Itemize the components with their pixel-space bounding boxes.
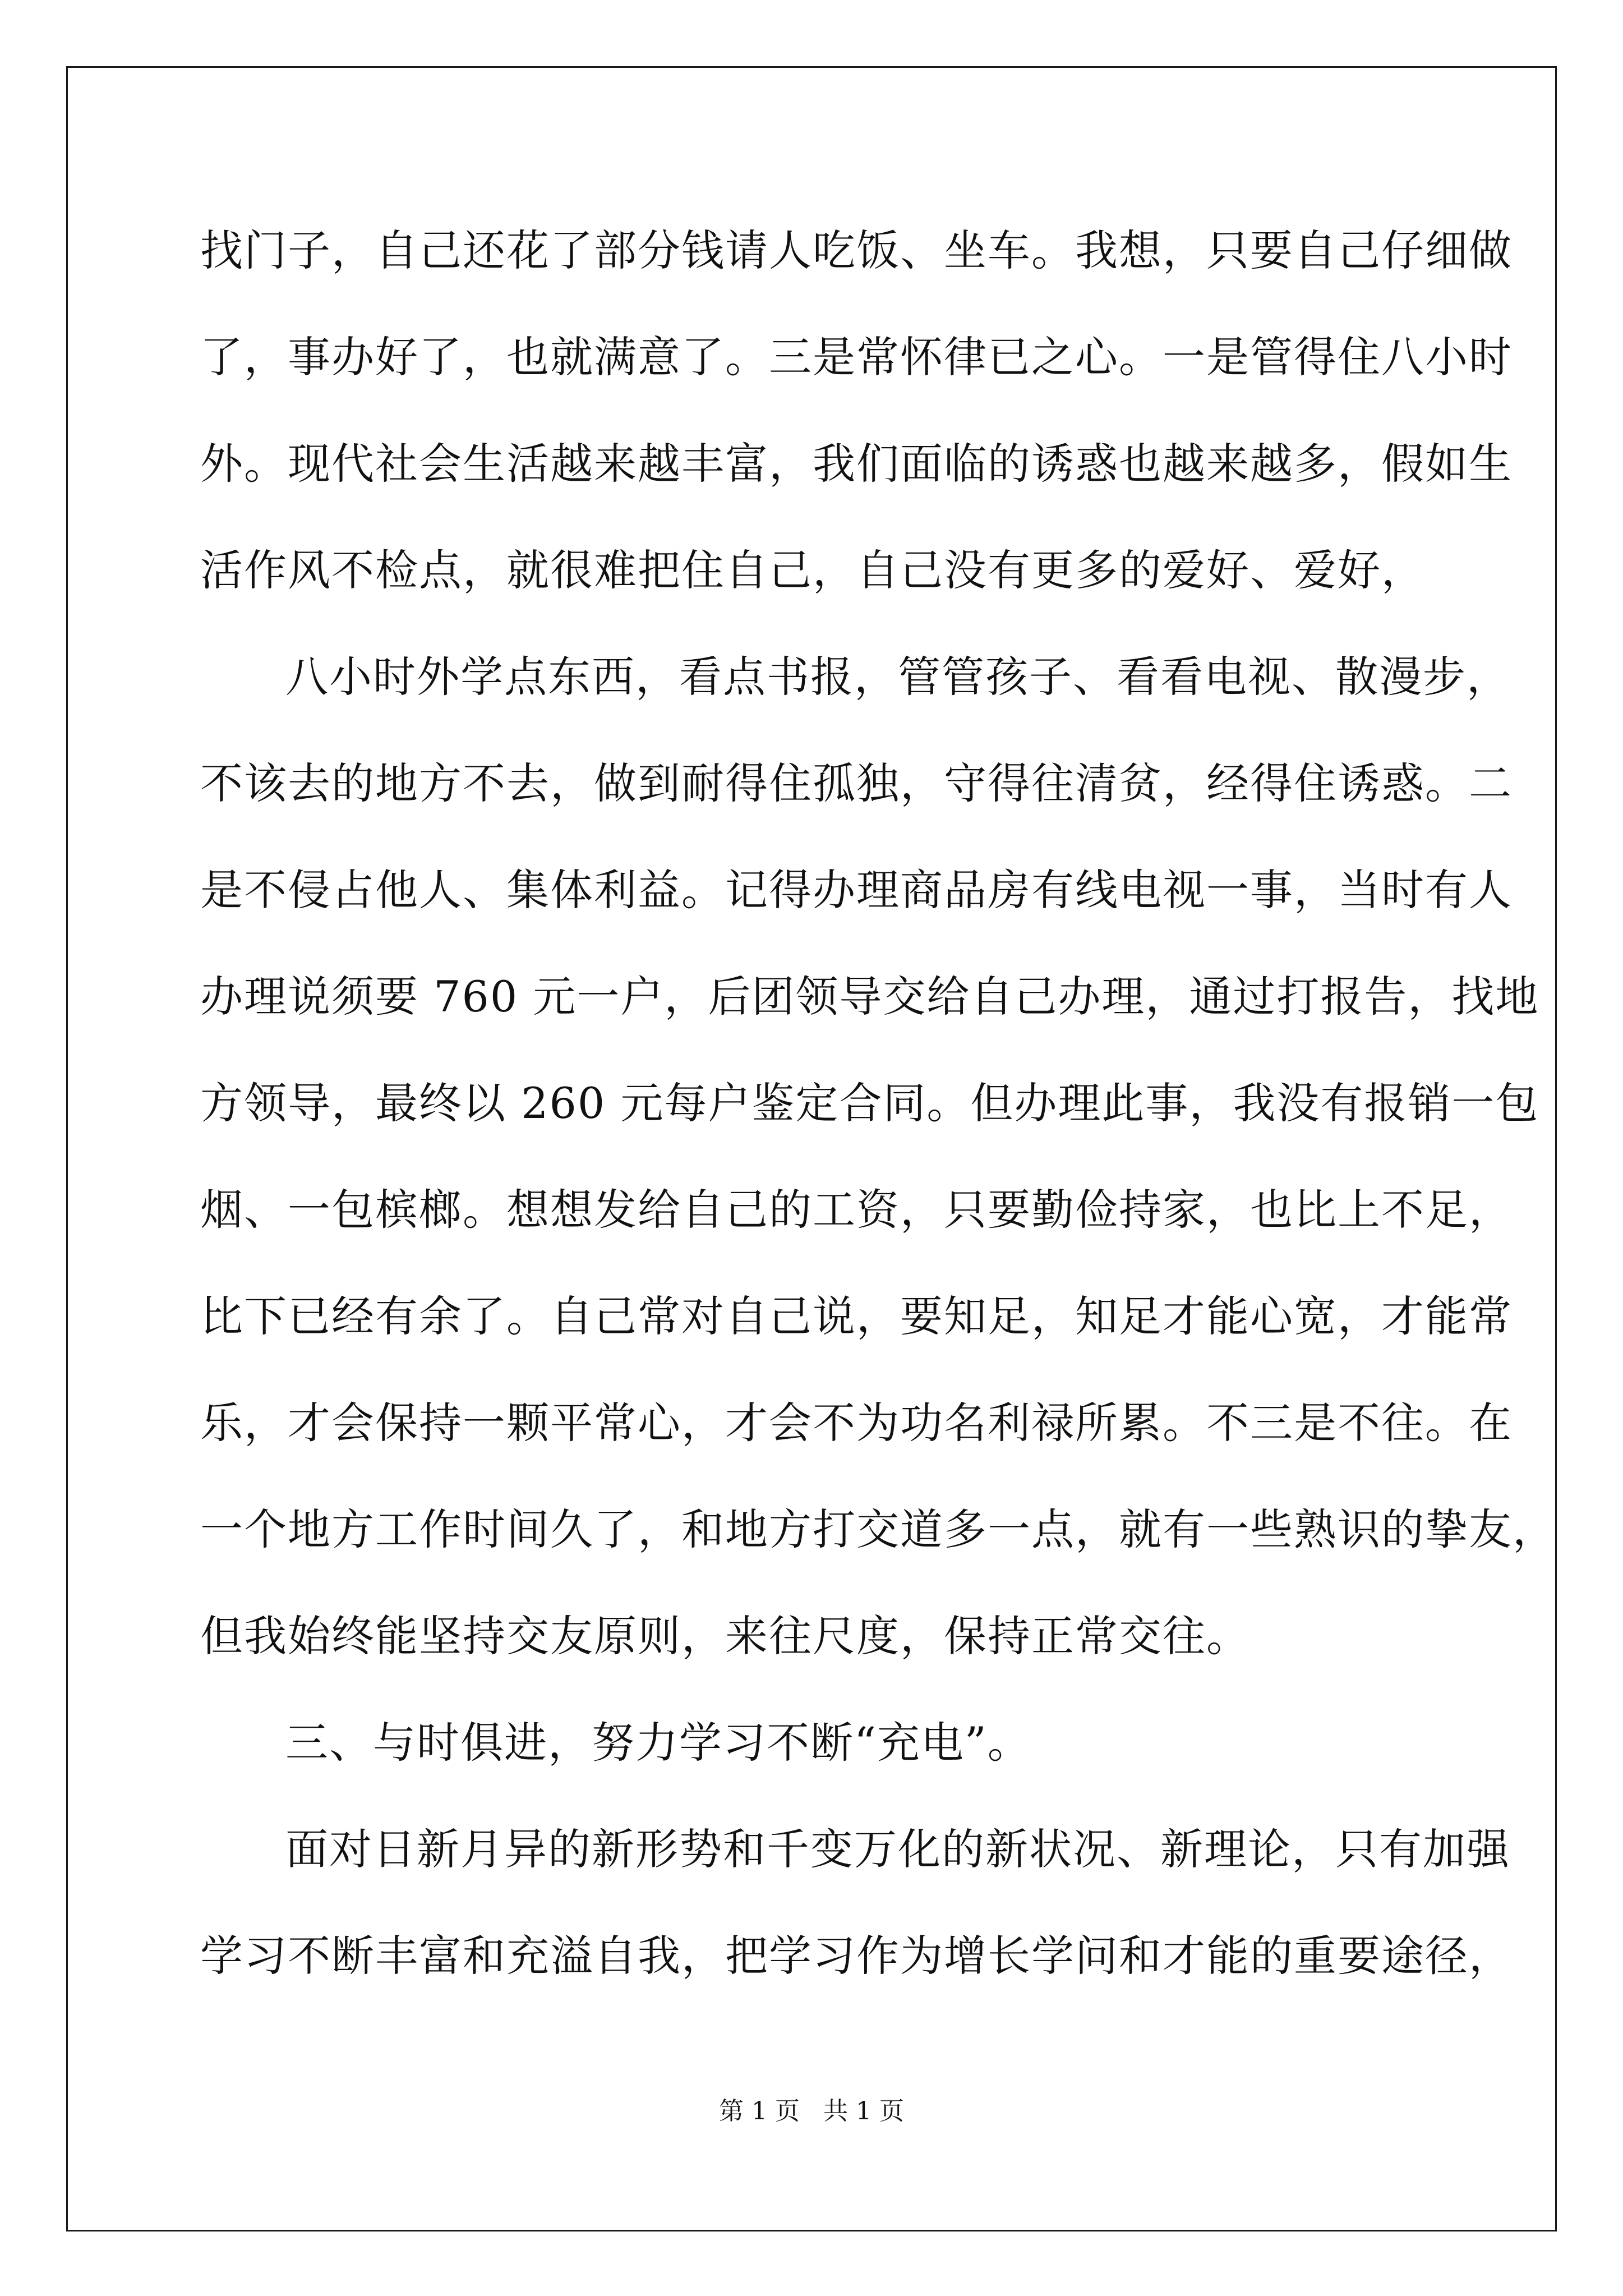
- text-line: 找门子，自己还花了部分钱请人吃饭、坐车。我想，只要自己仔细做: [200, 226, 1513, 275]
- document-body: [200, 220, 1556, 2032]
- text-line: 办理说须要 760 元一户，后团领导交给自己办理，通过打报告，找地: [200, 972, 1539, 1022]
- text-line: 了，事办好了，也就满意了。三是常怀律已之心。一是管得住八小时: [200, 332, 1513, 382]
- text-line: 是不侵占他人、集体利益。记得办理商品房有线电视一事，当时有人: [200, 865, 1513, 915]
- text-line: 活作风不检点，就很难把住自己，自己没有更多的爱好、爱好，: [200, 545, 1425, 595]
- text-line: 乐，才会保持一颗平常心，才会不为功名利禄所累。不三是不往。在: [200, 1398, 1513, 1448]
- text-line: 一个地方工作时间久了，和地方打交道多一点，就有一些熟识的挚友，: [200, 1504, 1556, 1554]
- text-line: 但我始终能坚持交友原则，来往尺度，保持正常交往。: [200, 1611, 1250, 1661]
- text-line: 面对日新月异的新形势和千变万化的新状况、新理论，只有加强: [285, 1824, 1510, 1874]
- text-line: 方领导，最终以 260 元每户鉴定合同。但办理此事，我没有报销一包: [200, 1078, 1539, 1128]
- page-footer: 第 1 页 共 1 页: [719, 2097, 904, 2125]
- text-line: 八小时外学点东西，看点书报，管管孩子、看看电视、散漫步，: [285, 652, 1510, 702]
- text-line: 不该去的地方不去，做到耐得住孤独，守得往清贫，经得住诱惑。二: [200, 758, 1513, 808]
- text-line: 学习不断丰富和充溢自我，把学习作为增长学问和才能的重要途径，: [200, 1931, 1513, 1981]
- section-heading: 三、与时俱进，努力学习不断“充电”。: [285, 1718, 1031, 1768]
- text-line: 比下已经有余了。自己常对自己说，要知足，知足才能心宽，才能常: [200, 1291, 1513, 1341]
- text-line: 外。现代社会生活越来越丰富，我们面临的诱惑也越来越多，假如生: [200, 439, 1513, 489]
- text-line: 烟、一包槟榔。想想发给自己的工资，只要勤俭持家，也比上不足，: [200, 1185, 1513, 1235]
